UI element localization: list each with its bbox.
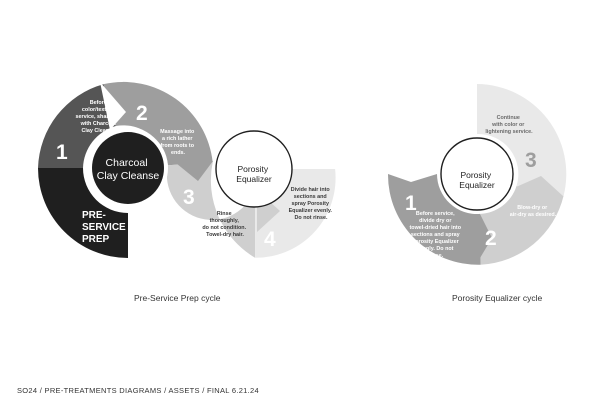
secondary-label-line-1: Porosity [237,164,269,174]
svg-text:Porosity Equalizer [459,170,495,190]
right-step-1-number: 1 [405,192,417,215]
step-1-text-line-4: with Charcoal [80,121,116,127]
right-step-2-text-line-1: Blow-dry or [517,205,548,211]
svg-text:Divide hair into section [289,187,334,221]
step-1-number: 1 [56,141,68,164]
right-step-3-text-line-2: with color or [492,122,525,128]
step-2-text-line-2: a rich lather [161,136,193,142]
step-3-number: 3 [183,186,195,209]
center-label-line-2: Clay Cleanse [96,170,160,182]
svg-text:Charcoal Clay Cleanse [97,157,160,182]
right-step-3-number: 3 [525,149,537,172]
right-step-1-text-line-5: Porosity Equalizer [411,239,459,245]
step-2-text-line-3: from roots to [160,143,195,149]
right-step-1-text-line-3: towel-dried hair into [409,225,462,231]
right-step-1-text-line-1: Before service, [415,211,455,217]
right-step-3-text-line-1: Continue [496,115,520,121]
svg-text:Porosity Equalizer [236,164,272,184]
step-4-text-line-1: Divide hair into [290,187,330,193]
step-2-text-line-4: ends. [170,150,186,156]
right-step-1-text-line-6: evenly. Do not [417,246,454,252]
footer-breadcrumb: SO24 / PRE-TREATMENTS DIAGRAMS / ASSETS / FINAL 6.21.24 [17,386,259,395]
hub-label-line-3: PREP [82,234,110,245]
step-4-text-line-3: spray Porosity [291,201,329,207]
step-3-text-line-1: Rinse [216,211,232,217]
right-step-3-text-line-3: lightening service. [485,129,533,135]
step-4-text-line-5: Do not rinse. [294,215,328,221]
porosity-equalizer-diagram [388,84,566,265]
step-4-text-line-4: Equalizer evenly. [288,208,332,214]
step-1-text-line-2: color/texture [81,107,115,113]
hub-label-line-1: PRE- [82,210,106,221]
center-label-line-1: Charcoal [105,157,148,169]
step-3-text-line-3: do not condition. [202,225,247,231]
step-1-text-line-3: service, shampoo [75,114,122,120]
step-1-text-line-1: Before [89,100,107,106]
right-center-label-line-2: Equalizer [459,180,495,190]
right-step-1-text-line-4: sections and spray [410,232,460,238]
right-step-1-text-line-2: divide dry or [419,218,452,224]
right-diagram-caption: Porosity Equalizer cycle [452,293,543,303]
right-step-1-text-line-7: rinse. [428,253,444,259]
secondary-label-line-2: Equalizer [236,174,272,184]
step-1-text-line-5: Clay Cleanse. [81,128,117,134]
step-2-text-line-1: Massage into [160,129,195,135]
right-center-label-line-1: Porosity [460,170,492,180]
right-step-2-number: 2 [485,227,497,250]
step-2-number: 2 [136,102,148,125]
right-step-2-text-line-2: air-dry as desired. [509,212,557,218]
step-4-text-line-2: sections and [293,194,327,200]
step-3-text-line-2: thoroughly, [209,218,239,224]
step-3-text-line-4: Towel-dry hair. [206,232,244,238]
hub-label-line-2: SERVICE [82,222,126,233]
pre-service-prep-diagram [38,82,336,258]
step-4-number: 4 [264,228,276,251]
left-diagram-caption: Pre-Service Prep cycle [134,293,221,303]
